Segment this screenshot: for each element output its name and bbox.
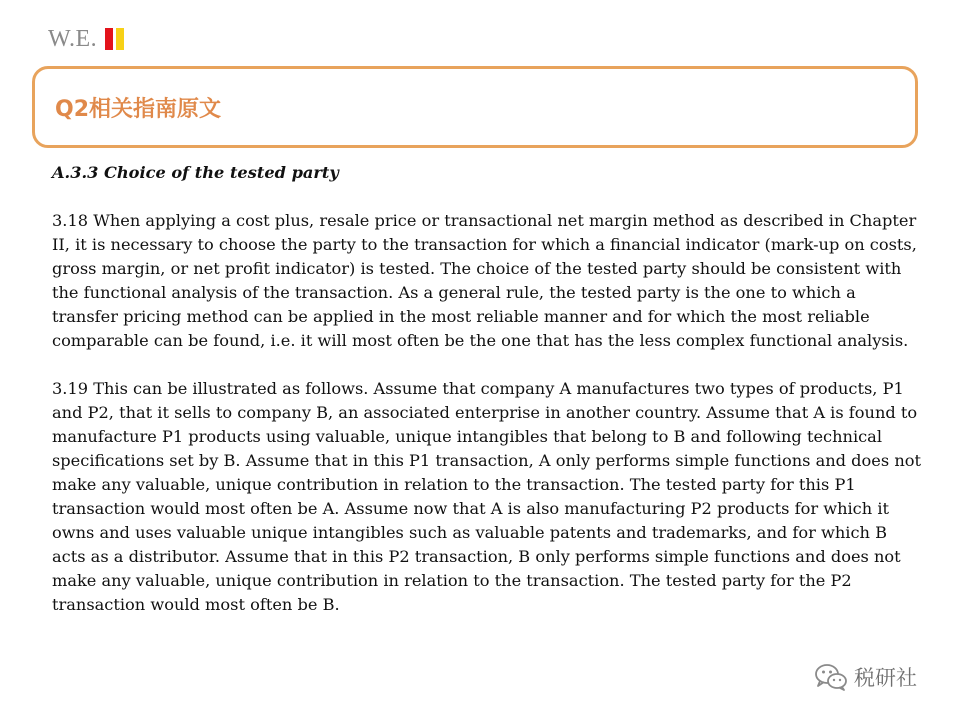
logo-bar-red — [105, 28, 113, 50]
watermark-text: 税研社 — [854, 666, 917, 690]
paragraph-3-18: 3.18 When applying a cost plus, resale price or transactional net margin method as described in Chapter II, it is necessary to choose the party to the transaction for which a financial indicator (mark-up on costs, gross margin, or net profit indicator) is tested. The choice of the tested party should be consistent with the functional analysis of the transaction. As a general rule, the tested party is the one to which a transfer pricing method can be applied in the most reliable manner and for which the most reliable comparable can be found, i.e. it will most often be the one that has the less complex functional analysis. — [52, 211, 917, 350]
watermark — [814, 662, 917, 692]
logo-bar-yellow — [116, 28, 124, 50]
section-heading: A.3.3 Choice of the tested party — [52, 163, 339, 182]
logo-text: W.E. — [48, 25, 98, 52]
logo — [48, 22, 127, 56]
wechat-icon — [814, 662, 848, 692]
paragraph-3-19: 3.19 This can be illustrated as follows. Assume that company A manufactures two types of products, P1 and P2, that it sells to company B, an associated enterprise in another country. Assume that A is found to manufacture P1 products using valuable, unique intangibles that belong to B and following technical specifications set by B. Assume that in this P1 transaction, A only performs simple functions and does not make any valuable, unique contribution in relation to the transaction. The tested party for this P1 transaction would most often be A. Assume now that A is also manufacturing P2 products for which it owns and uses valuable unique intangibles such as valuable patents and trademarks, and for which B acts as a distributor. Assume that in this P2 transaction, B only performs simple functions and does not make any valuable, unique contribution in relation to the transaction. The tested party for the P2 transaction would most often be B. — [52, 379, 922, 614]
page-title: Q2相关指南原文 — [55, 96, 222, 122]
logo-color-bars — [105, 28, 127, 50]
document-body — [52, 161, 922, 641]
title-box — [32, 66, 918, 148]
